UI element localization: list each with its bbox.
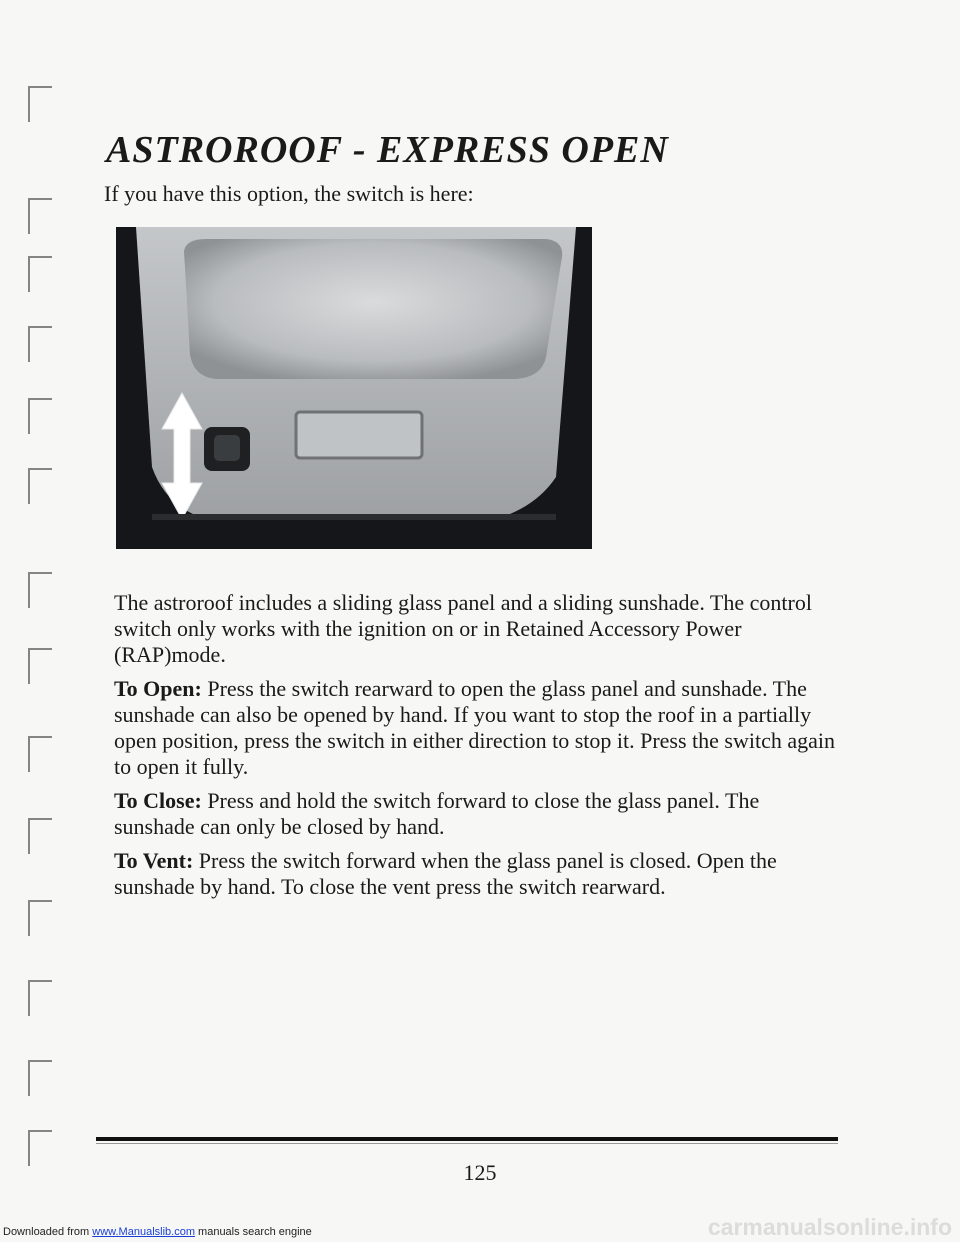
paragraph-to-open: To Open: Press the switch rearward to open the glass panel and sunshade. The sunshade can also be opened by hand. If you want to stop the roof in a partially open position, press the switch in either direction to stop it. Press the switch again to open it fully. <box>114 676 835 779</box>
paragraph-to-vent: To Vent: Press the switch forward when the glass panel is closed. Open the sunshade by hand. To close the vent press the switch rearward. <box>114 848 777 899</box>
page-number: 125 <box>463 1160 497 1185</box>
to-vent-label: To Vent: <box>114 848 194 873</box>
to-close-label: To Close: <box>114 788 202 813</box>
astroroof-switch-photo <box>116 227 592 549</box>
footer-divider-thin <box>96 1143 838 1144</box>
to-open-label: To Open: <box>114 676 202 701</box>
footer-divider <box>96 1137 838 1141</box>
manualslib-link[interactable]: www.Manualslib.com <box>92 1226 195 1238</box>
watermark: carmanualsonline.info <box>707 1214 952 1240</box>
paragraph-intro: The astroroof includes a sliding glass panel and a sliding sunshade. The control switch only works with the ignition on or in Retained Accessory Power (RAP)mode. <box>114 590 812 667</box>
page-title: ASTROROOF - EXPRESS OPEN <box>106 129 669 171</box>
intro-text: If you have this option, the switch is here: <box>104 181 474 206</box>
paragraph-to-close: To Close: Press and hold the switch forward to close the glass panel. The sunshade can only be closed by hand. <box>114 788 760 839</box>
download-credit: Downloaded from www.Manualslib.com manuals search engine <box>3 1226 312 1238</box>
